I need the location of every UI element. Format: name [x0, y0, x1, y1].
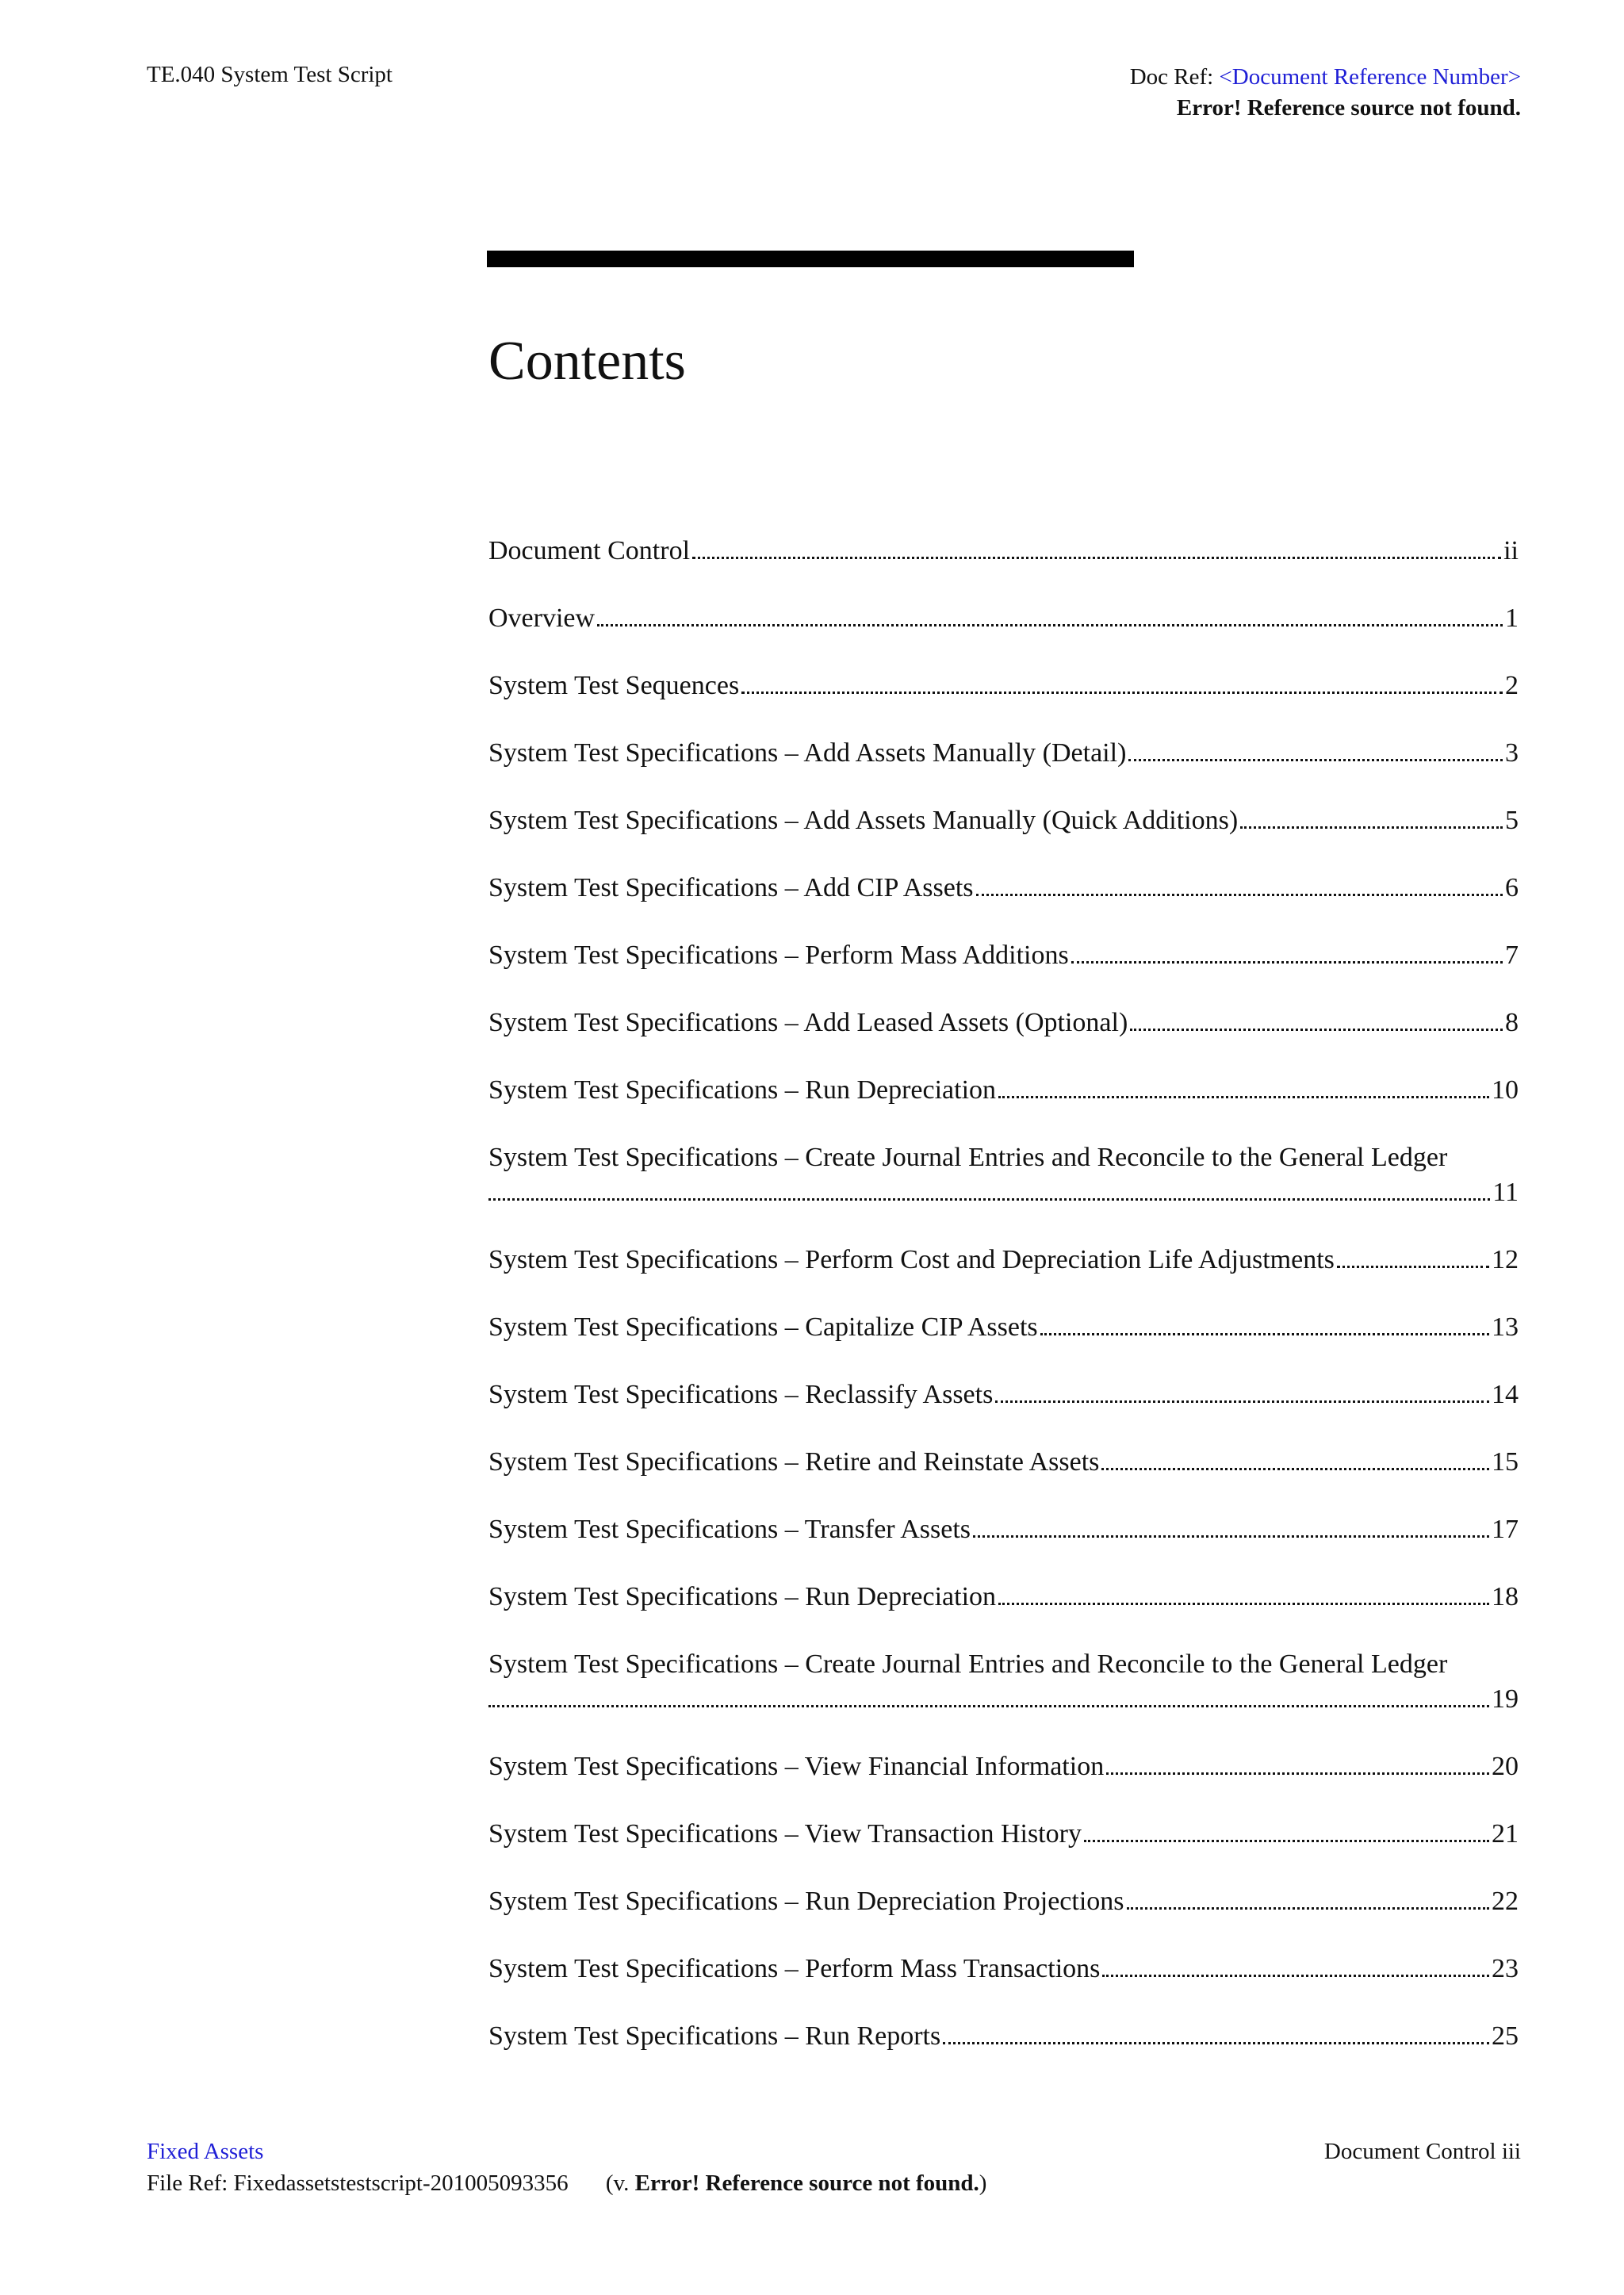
version-close: )	[979, 2170, 987, 2196]
toc-entry-title: System Test Specifications – Run Reports	[488, 2021, 941, 2051]
toc-entry-page: 6	[1505, 873, 1519, 902]
toc-dot-leader	[1337, 1266, 1489, 1268]
toc-dot-leader	[1130, 1029, 1503, 1031]
toc-entry-page: 11	[1492, 1178, 1519, 1207]
toc-entry-page: 17	[1492, 1515, 1519, 1544]
toc-dot-leader	[741, 692, 1503, 694]
doc-ref-link[interactable]: <Document Reference Number>	[1219, 64, 1521, 90]
toc-entry[interactable]	[488, 1647, 1519, 1717]
toc-entry-title: System Test Sequences	[488, 671, 740, 700]
toc-entry[interactable]	[488, 601, 1519, 636]
footer-version-error: Error! Reference source not found.	[634, 2170, 979, 2196]
header-error-message: Error! Reference source not found.	[1176, 95, 1521, 121]
toc-entry[interactable]	[488, 1512, 1519, 1547]
toc-entry-title: System Test Specifications – Add Leased Assets (Optional)	[488, 1008, 1128, 1037]
toc-entry-title: System Test Specifications – Transfer Assets	[488, 1515, 971, 1544]
toc-entry-leader-line	[488, 1175, 1519, 1210]
toc-entry-title: System Test Specifications – Add Assets Manually (Detail)	[488, 738, 1127, 768]
toc-entry[interactable]	[488, 1006, 1519, 1040]
toc-entry[interactable]	[488, 938, 1519, 973]
toc-entry-page: 18	[1492, 1582, 1519, 1611]
toc-entry[interactable]	[488, 1580, 1519, 1615]
toc-dot-leader	[943, 2042, 1489, 2044]
toc-dot-leader	[1240, 826, 1503, 829]
toc-entry-page: 10	[1492, 1075, 1519, 1105]
toc-entry-page: 21	[1492, 1819, 1519, 1849]
toc-entry-page: 23	[1492, 1954, 1519, 1983]
toc-entry-title: System Test Specifications – Perform Mass Additions	[488, 941, 1069, 970]
toc-entry[interactable]	[488, 1445, 1519, 1480]
toc-entry-page: 3	[1505, 738, 1519, 768]
header-doc-ref	[1130, 62, 1521, 124]
footer-left	[147, 2136, 986, 2199]
toc-entry-page: 5	[1505, 806, 1519, 835]
toc-entry-page: 12	[1492, 1245, 1519, 1274]
toc-dot-leader	[998, 1603, 1489, 1605]
toc-entry[interactable]	[488, 1884, 1519, 1919]
toc-entry[interactable]	[488, 669, 1519, 703]
toc-entry[interactable]	[488, 534, 1519, 569]
toc-entry[interactable]	[488, 803, 1519, 838]
toc-entry[interactable]	[488, 1817, 1519, 1852]
toc-entry-page: ii	[1503, 536, 1519, 565]
toc-entry[interactable]	[488, 1243, 1519, 1278]
toc-entry-title: System Test Specifications – Retire and Reinstate Assets	[488, 1447, 1100, 1477]
toc-entry[interactable]	[488, 871, 1519, 906]
toc-dot-leader	[1040, 1333, 1489, 1335]
toc-entry-page: 8	[1505, 1008, 1519, 1037]
toc-entry-page: 1	[1505, 603, 1519, 633]
toc-entry[interactable]	[488, 2019, 1519, 2054]
toc-entry-title: System Test Specifications – Perform Cost and Depreciation Life Adjustments	[488, 1245, 1335, 1274]
doc-ref-line	[1130, 62, 1521, 93]
toc-entry-title: System Test Specifications – Run Depreciation Projections	[488, 1887, 1124, 1916]
toc-entry-title: System Test Specifications – Capitalize CIP Assets	[488, 1312, 1038, 1342]
table-of-contents	[488, 534, 1519, 2086]
toc-entry-title: System Test Specifications – Run Depreciation	[488, 1582, 997, 1611]
header-document-title: TE.040 System Test Script	[147, 62, 393, 87]
doc-ref-label: Doc Ref:	[1129, 64, 1214, 90]
toc-entry[interactable]	[488, 1140, 1519, 1210]
toc-dot-leader	[973, 1535, 1489, 1538]
toc-dot-leader	[976, 894, 1503, 896]
toc-entry-page: 19	[1492, 1684, 1519, 1714]
toc-dot-leader	[488, 1705, 1489, 1707]
toc-entry-title: Overview	[488, 603, 596, 633]
toc-entry-title: System Test Specifications – Reclassify Assets	[488, 1380, 994, 1409]
toc-dot-leader	[692, 557, 1501, 559]
toc-dot-leader	[1101, 1468, 1489, 1470]
toc-entry-title: System Test Specifications – View Financial Information	[488, 1752, 1105, 1781]
toc-dot-leader	[1106, 1772, 1489, 1775]
toc-entry-title: System Test Specifications – Create Journal Entries and Reconcile to the General Ledger	[488, 1649, 1448, 1679]
title-rule-bar	[487, 251, 1134, 267]
toc-entry-title: System Test Specifications – Add Assets Manually (Quick Additions)	[488, 806, 1239, 835]
toc-entry-title: System Test Specifications – View Transaction History	[488, 1819, 1082, 1849]
toc-entry-title: System Test Specifications – Add CIP Assets	[488, 873, 974, 902]
toc-dot-leader	[1084, 1840, 1489, 1842]
toc-entry-title: System Test Specifications – Perform Mass Transactions	[488, 1954, 1101, 1983]
toc-entry-page: 20	[1492, 1752, 1519, 1781]
toc-dot-leader	[1071, 961, 1503, 964]
footer-section-page: Document Control iii	[1323, 2139, 1521, 2164]
contents-heading: Contents	[488, 331, 686, 392]
toc-entry[interactable]	[488, 1310, 1519, 1345]
toc-dot-leader	[597, 624, 1503, 626]
toc-entry-title: Document Control	[488, 536, 691, 565]
toc-entry[interactable]	[488, 1952, 1519, 1987]
toc-entry-leader-line	[488, 1682, 1519, 1717]
toc-entry-page: 2	[1505, 671, 1519, 700]
toc-entry-page: 15	[1492, 1447, 1519, 1477]
footer-version	[606, 2170, 987, 2196]
toc-dot-leader	[998, 1096, 1489, 1098]
footer-file-ref-line	[147, 2167, 986, 2199]
toc-dot-leader	[1102, 1975, 1489, 1977]
toc-entry[interactable]	[488, 1073, 1519, 1108]
toc-dot-leader	[488, 1198, 1490, 1201]
toc-dot-leader	[1127, 1907, 1489, 1910]
toc-entry[interactable]	[488, 1749, 1519, 1784]
toc-entry[interactable]	[488, 736, 1519, 771]
toc-entry[interactable]	[488, 1377, 1519, 1412]
toc-entry-page: 13	[1492, 1312, 1519, 1342]
toc-entry-title: System Test Specifications – Create Journal Entries and Reconcile to the General Ledger	[488, 1143, 1448, 1172]
toc-entry-title: System Test Specifications – Run Depreciation	[488, 1075, 997, 1105]
footer-fixed-assets-link[interactable]: Fixed Assets	[147, 2139, 264, 2164]
footer-file-ref: File Ref: Fixedassetstestscript-201005093356	[147, 2170, 569, 2196]
toc-dot-leader	[1128, 759, 1503, 761]
version-open: (v.	[605, 2170, 630, 2196]
toc-entry-page: 25	[1492, 2021, 1519, 2051]
toc-entry-page: 22	[1492, 1887, 1519, 1916]
toc-dot-leader	[995, 1400, 1489, 1403]
toc-entry-page: 7	[1505, 941, 1519, 970]
toc-entry-page: 14	[1492, 1380, 1519, 1409]
